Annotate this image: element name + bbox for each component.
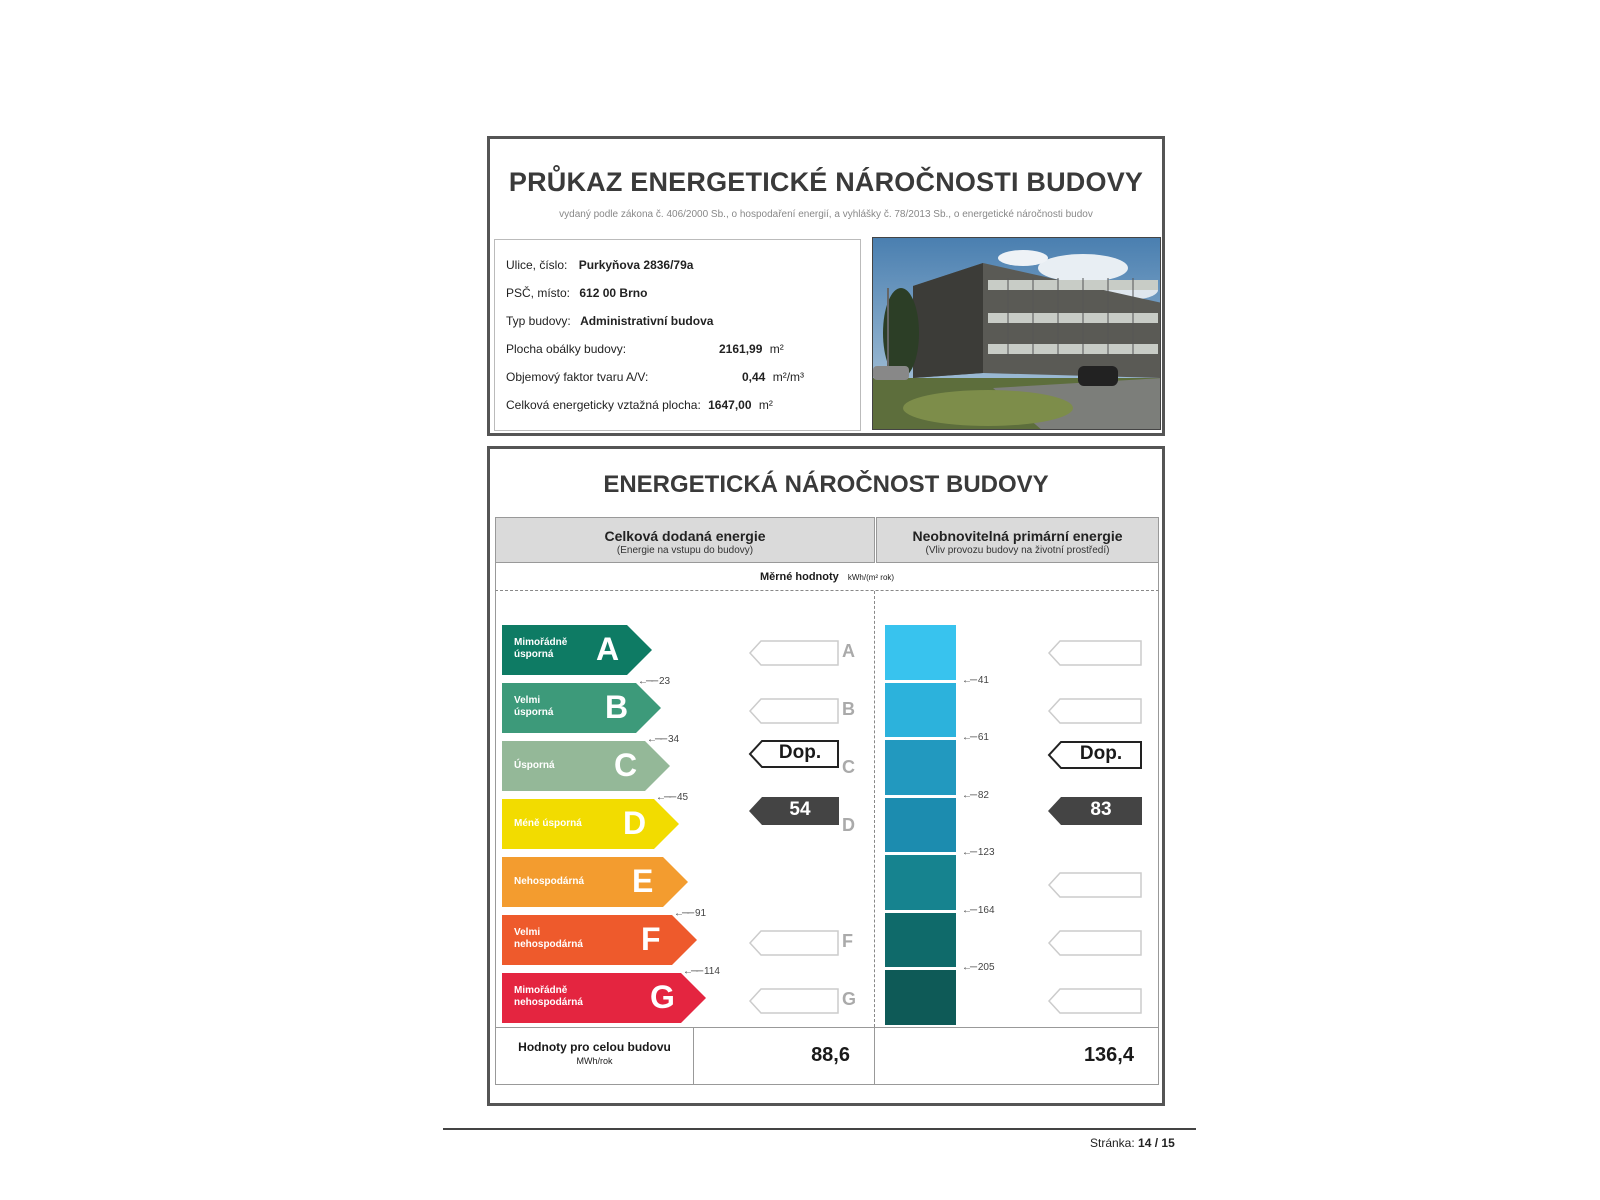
class-letter-d: D (623, 805, 647, 841)
class-letter-e: E (632, 863, 654, 899)
delivered-slot-letter-c: C (842, 757, 855, 777)
class-label-line2: úsporná (514, 649, 554, 660)
ref-area-unit: m² (758, 398, 773, 412)
primary-scale-band-7 (885, 970, 956, 1025)
primary-boundary-4: ←─ 123 (962, 847, 995, 858)
primary-boundary-value: 61 (977, 732, 989, 743)
totals-label: Hodnoty pro celou budovu (518, 1040, 671, 1054)
boundary-value: 45 (676, 792, 689, 803)
delivered-slot-letter-f: F (842, 931, 853, 951)
delivered-energy-subtitle: (Energie na vstupu do budovy) (616, 545, 754, 556)
class-label-line1: Velmi (514, 695, 541, 706)
class-arrow-a (502, 625, 652, 675)
class-letter-a: A (596, 631, 620, 667)
psc-row (506, 286, 647, 300)
footer-rule (443, 1128, 1196, 1130)
delivered-slot-b (748, 697, 840, 730)
primary-energy-subtitle: (Vliv provozu budovy na životní prostředí) (925, 545, 1110, 556)
class-arrow-b (502, 683, 661, 733)
boundary-value: 23 (658, 676, 671, 687)
delivered-energy-header (495, 517, 875, 563)
area-value-group (719, 342, 784, 356)
psc-value: 612 00 Brno (579, 286, 648, 300)
class-label-d (514, 818, 582, 830)
primary-boundary-2: ←─ 61 (962, 732, 989, 743)
class-label-line1: Úsporná (514, 760, 555, 771)
class-label-line1: Mimořádně (514, 985, 568, 996)
primary-current-marker (1047, 796, 1143, 831)
area-label: Plocha obálky budovy: (506, 342, 627, 356)
primary-scale-band-1 (885, 625, 956, 680)
av-value: 0,44 (742, 370, 766, 384)
certificate-header (487, 136, 1165, 436)
primary-scale-band-6 (885, 913, 956, 968)
primary-boundary-value: 82 (977, 789, 989, 801)
class-boundary-c: ←── 45 (656, 792, 689, 803)
primary-total-value: 136,4 (1083, 1044, 1134, 1066)
type-label: Typ budovy: (506, 314, 571, 328)
class-arrow-d (502, 799, 679, 849)
page-number (1090, 1136, 1175, 1150)
class-boundary-f: ←── 114 (683, 966, 720, 977)
class-label-line1: Nehospodárná (514, 876, 585, 887)
primary-boundary-value: 205 (977, 962, 995, 973)
class-label-line2: nehospodárná (514, 997, 583, 1008)
street-label: Ulice, číslo: (506, 258, 568, 272)
energy-performance-title: ENERGETICKÁ NÁROČNOST BUDOVY (603, 471, 1049, 498)
primary-slot-2 (1047, 697, 1143, 730)
energy-performance-panel (487, 446, 1165, 1106)
certificate-subtitle: vydaný podle zákona č. 406/2000 Sb., o hospodaření energií, a vyhlášky č. 78/2013 Sb., o energetické náročnosti budov (559, 209, 1093, 220)
ref-area-row (506, 398, 773, 412)
class-arrow-g (502, 973, 706, 1023)
boundary-value: 91 (694, 908, 707, 919)
primary-energy-header (876, 517, 1159, 563)
primary-energy-title: Neobnovitelná primární energie (912, 528, 1123, 544)
specific-values-unit: kWh/(m² rok) (847, 573, 895, 582)
specific-values-row (495, 563, 1159, 591)
totals-unit: MWh/rok (576, 1056, 613, 1066)
class-label-e (514, 876, 584, 888)
delivered-slot-letter-b: B (842, 699, 855, 719)
delivered-slot-f (748, 929, 840, 962)
class-label-line1: Mimořádně (514, 637, 568, 648)
class-letter-f: F (641, 921, 661, 957)
primary-boundary-value: 41 (977, 674, 989, 686)
av-unit: m²/m³ (772, 370, 805, 384)
class-arrow-c (502, 741, 670, 791)
delivered-current-value: 54 (789, 799, 811, 820)
class-letter-b: B (605, 689, 629, 725)
class-label-line2: nehospodárná (514, 939, 583, 950)
class-arrow-e (502, 857, 688, 907)
primary-boundary-5: ←─ 164 (962, 904, 995, 916)
area-unit: m² (769, 342, 784, 356)
class-label-c (514, 760, 555, 772)
primary-scale-band-4 (885, 798, 956, 853)
delivered-slot-letter-g: G (842, 989, 857, 1009)
column-divider (874, 591, 875, 1027)
primary-boundary-value: 164 (977, 904, 995, 916)
certificate-title: PRŮKAZ ENERGETICKÉ NÁROČNOSTI BUDOVY (508, 167, 1144, 197)
primary-slot-6 (1047, 929, 1143, 962)
area-value: 2161,99 (719, 342, 763, 356)
page-value: 14 / 15 (1138, 1136, 1175, 1150)
totals-row (495, 1027, 1159, 1085)
delivered-slot-letter-a: A (842, 641, 855, 661)
primary-scale-band-3 (885, 740, 956, 795)
ref-area-label: Celková energeticky vztažná plocha: (506, 398, 701, 412)
specific-values-label: Měrné hodnoty (759, 571, 839, 583)
class-label-line2: úsporná (514, 707, 554, 718)
psc-label: PSČ, místo: (506, 286, 571, 300)
primary-boundary-3: ←─ 82 (962, 789, 989, 801)
primary-recommended-label: Dop. (1079, 743, 1123, 764)
street-row (506, 258, 693, 272)
delivered-slot-letter-d: D (842, 815, 855, 835)
class-label-b (514, 695, 553, 719)
building-photo (872, 237, 1161, 430)
primary-boundary-6: ←─ 205 (962, 962, 995, 973)
delivered-current-marker (748, 796, 840, 831)
delivered-energy-title: Celková dodaná energie (604, 528, 766, 544)
delivered-recommended-marker (748, 739, 840, 774)
delivered-total-value: 88,6 (694, 1028, 875, 1084)
primary-slot-5 (1047, 871, 1143, 904)
boundary-value: 34 (667, 734, 680, 745)
building-info-panel (494, 239, 861, 431)
av-row (506, 370, 648, 384)
type-value: Administrativní budova (580, 314, 714, 328)
type-row (506, 314, 713, 328)
class-letter-g: G (650, 979, 675, 1015)
delivered-slot-a (748, 639, 840, 672)
class-label-a (514, 637, 567, 661)
primary-scale-band-2 (885, 683, 956, 738)
class-label-f (514, 927, 583, 951)
delivered-recommended-label: Dop. (778, 742, 822, 763)
av-value-group (742, 370, 804, 384)
primary-boundary-1: ←─ 41 (962, 674, 989, 686)
street-value: Purkyňova 2836/79a (578, 258, 694, 272)
class-label-line1: Velmi (514, 927, 541, 938)
class-arrow-f (502, 915, 697, 965)
class-letter-c: C (614, 747, 638, 783)
class-boundary-a: ←── 23 (638, 676, 671, 687)
av-label: Objemový faktor tvaru A/V: (506, 370, 649, 384)
area-row (506, 342, 626, 356)
totals-label-cell (496, 1028, 694, 1084)
boundary-value: 114 (703, 966, 720, 977)
delivered-slot-g (748, 987, 840, 1020)
page-label: Stránka: (1090, 1136, 1135, 1150)
class-label-g (514, 985, 583, 1009)
primary-current-value: 83 (1090, 799, 1112, 820)
primary-recommended-marker (1047, 740, 1143, 775)
primary-scale-band-5 (885, 855, 956, 910)
class-label-line1: Méně úsporná (514, 818, 582, 829)
primary-slot-7 (1047, 987, 1143, 1020)
ref-area-value: 1647,00 (708, 398, 752, 412)
class-boundary-b: ←── 34 (647, 734, 680, 745)
class-boundary-e: ←── 91 (674, 908, 707, 919)
primary-boundary-value: 123 (977, 847, 995, 858)
primary-slot-1 (1047, 639, 1143, 672)
